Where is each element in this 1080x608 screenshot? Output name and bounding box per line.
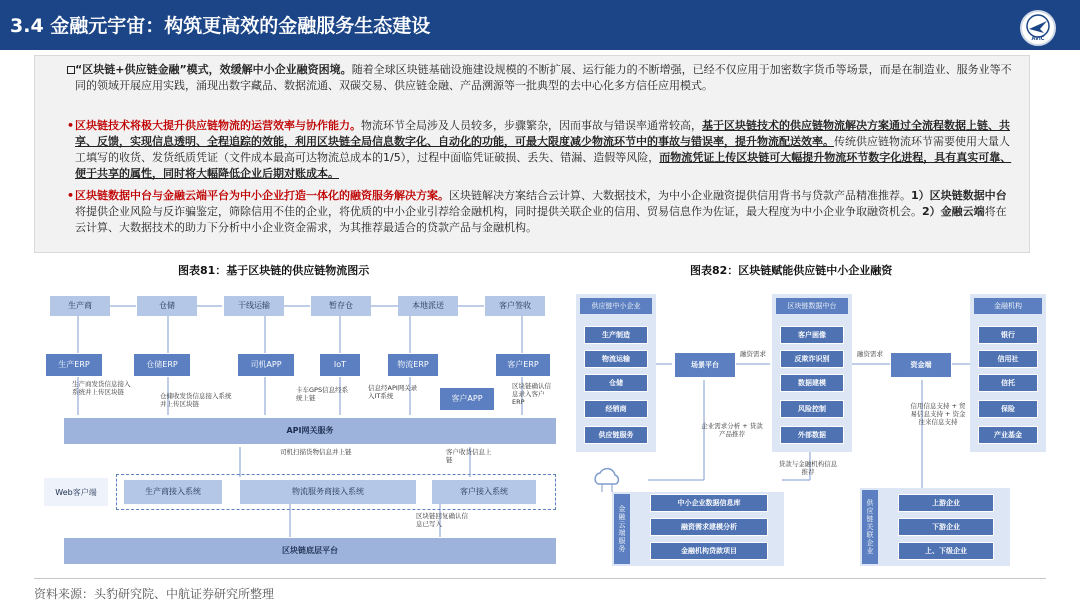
sme-title: 供应链中小企业 [580, 298, 652, 314]
p3-bold-2: 2）金融云端 [922, 205, 985, 218]
sme-item: 供应链服务 [584, 426, 648, 444]
related-item: 下游企业 [898, 518, 994, 536]
scene-platform: 场景平台 [674, 352, 736, 378]
web-client: Web客户端 [44, 478, 108, 506]
cloud-network-icon [590, 462, 624, 496]
fi-item: 信托 [978, 374, 1038, 392]
support-tag: 信用信息支持 + 贸易信息支持 + 资金往来信息支持 [910, 402, 966, 426]
red-bullet-icon: • [67, 189, 75, 202]
financing-need-label: 融资需求 [857, 350, 883, 358]
erp-node: IoT [320, 354, 360, 376]
company-logo [1020, 10, 1056, 46]
p3-heading: 区块链数据中台与金融云端平台为中小企业打造一体化的融资服务解决方案。 [75, 189, 449, 202]
access-system: 客户接入系统 [432, 480, 536, 504]
page-title: 3.4 金融元宇宙：构筑更高效的金融服务生态建设 [10, 15, 431, 37]
related-item: 上游企业 [898, 494, 994, 512]
api-gateway: API网关服务 [64, 418, 556, 444]
paragraph-2 [67, 118, 1015, 182]
p2-body-2: 传统供应链物流环节需要使用大量人工填写的收货、发货纸质凭证（文件成本最高可达物流总成本的1/5），过程中面临凭证破损、丢失、错漏、造假等风险， [75, 135, 1010, 164]
fi-item: 保险 [978, 400, 1038, 418]
figure-81-caption: 图表81：基于区块链的供应链物流图示 [178, 264, 370, 277]
cloud-item: 中小企业数据信息库 [650, 494, 768, 512]
center-item: 客户画像 [780, 326, 844, 344]
erp-node: 客户ERP [496, 354, 550, 376]
center-title: 区块链数据中台 [776, 298, 848, 314]
p2-underline-1: 基于区块链技术的供应链物流解决方案通过全流程数据上链、共享、反馈，实现信息透明、全程追踪的效能，利用区块链全局信息数字化、自动化的功能，可最大限度减少物流环节中的事故与错误率，提升物流配送效率。 [75, 119, 1010, 148]
flow-node: 本地派送 [398, 296, 458, 316]
flow-node: 仓储 [137, 296, 197, 316]
flow-node: 客户签收 [485, 296, 545, 316]
p1-heading: “区块链+供应链金融”模式，效缓解中小企业融资困境。 [75, 63, 352, 76]
recommend-tag: 贷款与金融机构信息推荐 [778, 460, 838, 476]
center-item: 数据建模 [780, 374, 844, 392]
red-bullet-icon: • [67, 119, 75, 132]
note: 区块链回复确认信息已写入 [416, 512, 468, 528]
paragraph-1 [75, 62, 1015, 94]
erp-node: 仓储ERP [134, 354, 190, 376]
fi-title: 金融机构 [974, 298, 1042, 314]
sme-item: 经销商 [584, 400, 648, 418]
note: 司机扫描货物信息并上链 [280, 448, 352, 456]
related-label: 供应链关联企业 [862, 490, 878, 564]
financing-need-label: 融资需求 [740, 350, 766, 358]
access-system: 生产商接入系统 [124, 480, 222, 504]
p2-heading: 区块链技术将极大提升供应链物流的运营效率与协作能力。 [75, 119, 361, 132]
cloud-item: 金融机构贷款项目 [650, 542, 768, 560]
analysis-tag: 企业需求分析 + 贷款产品推荐 [701, 422, 763, 438]
square-bullet-icon [67, 66, 75, 74]
text-box [34, 55, 1030, 253]
flow-node: 干线运输 [224, 296, 284, 316]
note: 区块链确认信息录入客户ERP [512, 382, 551, 406]
p1-body: 随着全球区块链基础设施建设规模的不断扩展、运行能力的不断增强，已经不仅应用于加密数字货币等场景，而是在制造业、服务业等不同的领域开展应用实践，涌现出数字藏品、数据流通、双碳交易、供应链金融、产品溯源等一批典型的去中心化多方信任应用模式。 [75, 63, 1012, 92]
note: 生产商发货信息接入系统并上传区块链 [72, 380, 131, 396]
header-bar [0, 0, 1080, 50]
p3-bold-1: 1）区块链数据中台 [911, 189, 1007, 202]
p3-body-1: 区块链解决方案结合云计算、大数据技术，为中小企业融资提供信用背书与贷款产品精准推荐。 [449, 189, 911, 202]
center-item: 风险控制 [780, 400, 844, 418]
figure-82-caption: 图表82：区块链赋能供应链中小企业融资 [690, 264, 893, 277]
cloud-item: 融资需求建模分析 [650, 518, 768, 536]
note: 客户收货信息上链 [446, 448, 492, 464]
erp-node: 司机APP [238, 354, 294, 376]
flow-node: 生产商 [50, 296, 110, 316]
cloud-label: 金融云端服务 [614, 494, 630, 564]
p3-body-3: 将在云计算、大数据技术的助力下分析中小企业资金需求，为其推荐最适合的贷款产品与金融机构。 [75, 205, 1007, 234]
blockchain-base-platform: 区块链底层平台 [64, 538, 556, 564]
note: 仓储收发货信息接入系统并上传区块链 [160, 392, 232, 408]
related-item: 上、下级企业 [898, 542, 994, 560]
source-note: 资料来源：头豹研究院、中航证券研究所整理 [34, 587, 275, 601]
fi-item: 银行 [978, 326, 1038, 344]
flow-node: 暂存仓 [311, 296, 371, 316]
sme-item: 仓储 [584, 374, 648, 392]
p3-body-2: 将提供企业风险与反诈骗鉴定，筛除信用不佳的企业，将优质的中小企业引荐给金融机构，同时提供关联企业的信用、贸易信息作为佐证，最大程度为中小企业争取融资机会。 [75, 205, 922, 218]
center-item: 反欺诈识别 [780, 350, 844, 368]
p2-underline-2: 而物流凭证上传区块链可大幅提升物流环节数字化进程，具有真实可靠、便于共享的属性，同时将大幅降低企业后期对账成本。 [75, 151, 1012, 180]
p2-body-1: 物流环节全局涉及人员较多，步骤繁杂，因而事故与错误率通常较高， [361, 119, 702, 132]
note: 卡车GPS信息经系统上链 [296, 386, 349, 402]
access-system: 物流服务商接入系统 [240, 480, 416, 504]
fi-item: 信用社 [978, 350, 1038, 368]
logo-text: AVIC [1031, 36, 1045, 42]
center-item: 外部数据 [780, 426, 844, 444]
sme-item: 物流运输 [584, 350, 648, 368]
sme-item: 生产制造 [584, 326, 648, 344]
paragraph-3 [67, 188, 1015, 236]
erp-node: 生产ERP [46, 354, 102, 376]
note: 信息经API网关录入IT系统 [368, 384, 418, 400]
fi-item: 产业基金 [978, 426, 1038, 444]
footer-divider [34, 578, 1046, 579]
erp-node: 物流ERP [388, 354, 438, 376]
fund-side: 资金端 [890, 352, 952, 378]
erp-node: 客户APP [440, 388, 494, 410]
